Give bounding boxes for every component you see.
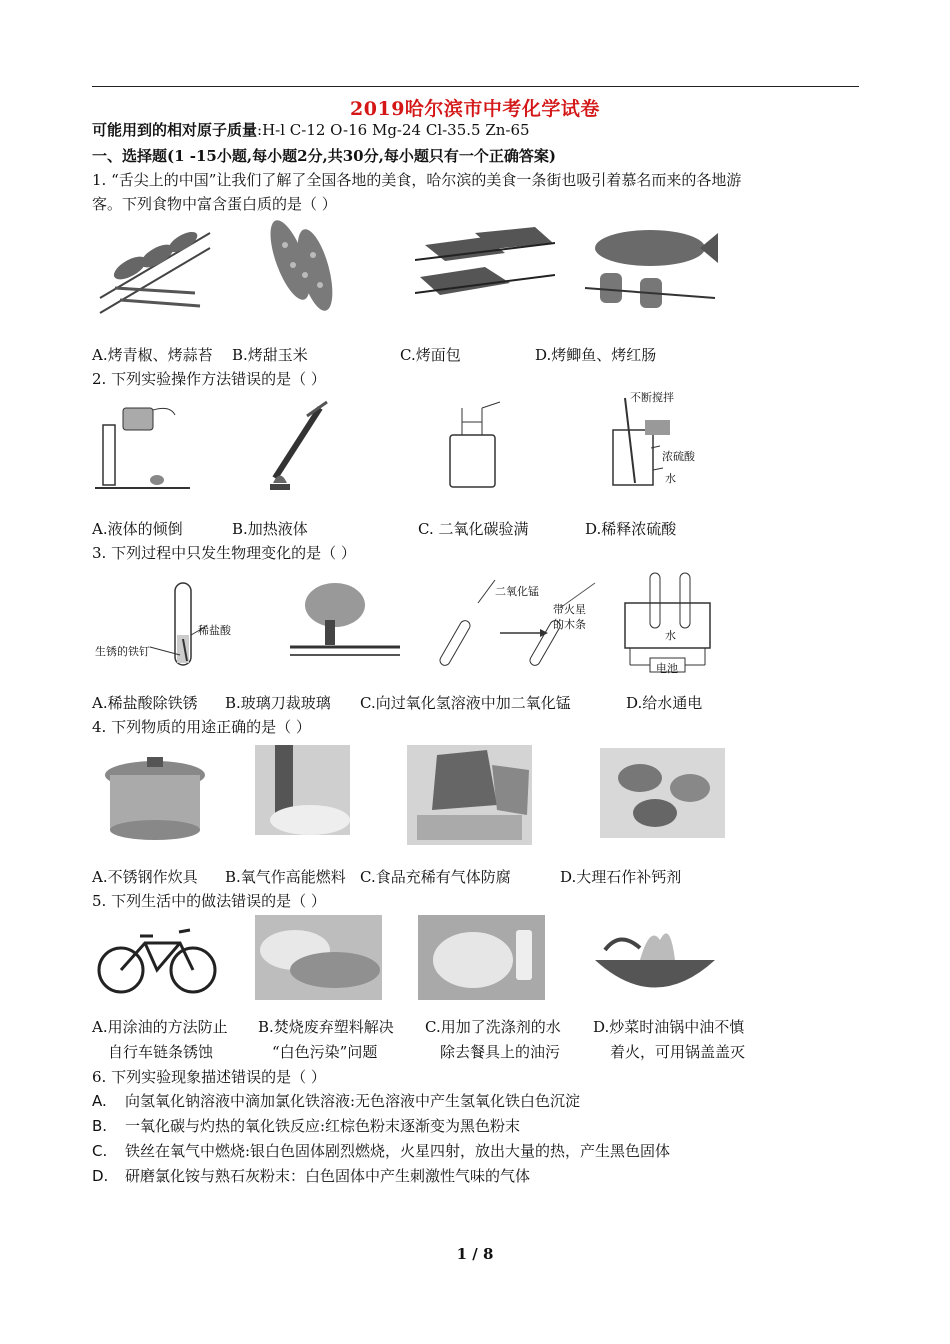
q4-option-d[interactable]: D.大理石作补钙剂 <box>560 868 682 886</box>
q3-option-d[interactable]: D.给水通电 <box>626 694 703 712</box>
q4-image-snacks <box>407 745 532 845</box>
q3-label-nail: 生锈的铁钉 <box>95 645 150 658</box>
q4-option-a[interactable]: A.不锈钢作炊具 <box>92 868 198 886</box>
q2-image-heating <box>265 398 335 493</box>
q5-option-a-line2: 自行车链条锈蚀 <box>108 1043 214 1061</box>
q4-image-marble <box>600 748 725 838</box>
q5-option-c-line2: 除去餐具上的油污 <box>440 1043 561 1061</box>
q6-option-c-text: 铁丝在氧气中燃烧:银白色固体剧烈燃烧，火星四射，放出大量的热，产生黑色固体 <box>125 1142 671 1160</box>
q5-option-b-line2: “白色污染”问题 <box>272 1043 378 1061</box>
q2-label-acid: 浓硫酸 <box>662 450 695 463</box>
q1-image-grilled-peppers <box>95 218 215 318</box>
q6-option-d-text: 研磨氯化铵与熟石灰粉末：白色固体中产生刺激性气味的气体 <box>125 1167 531 1185</box>
q3-label-water: 水 <box>665 629 676 642</box>
q6-option-c[interactable] <box>92 1141 671 1161</box>
q5-option-b-line1[interactable]: B.焚烧废弃塑料解决 <box>258 1018 394 1036</box>
q3-image-glass-cutting <box>290 575 400 665</box>
q5-option-a-line1[interactable]: A.用涂油的方法防止 <box>92 1018 228 1036</box>
q6-option-d-letter: D. <box>92 1167 109 1185</box>
q3-label-spark2: 的木条 <box>553 618 586 631</box>
section-heading: 一、选择题(1 -15小题,每小题2分,共30分,每小题只有一个正确答案) <box>92 147 556 165</box>
q1-image-grilled-corn <box>265 215 345 315</box>
q2-option-c[interactable]: C. 二氧化碳验满 <box>418 520 529 538</box>
q6-option-c-letter: C. <box>92 1142 108 1160</box>
q2-option-b[interactable]: B.加热液体 <box>232 520 308 538</box>
q4-option-b[interactable]: B.氧气作高能燃料 <box>225 868 346 886</box>
q1-option-c[interactable]: C.烤面包 <box>400 346 461 364</box>
q6-option-b-text: 一氧化碳与灼热的氧化铁反应:红棕色粉末逐渐变为黑色粉末 <box>125 1117 521 1135</box>
q3-option-c[interactable]: C.向过氧化氢溶液中加二氧化锰 <box>360 694 571 712</box>
q2-option-a[interactable]: A.液体的倾倒 <box>92 520 183 538</box>
q3-label-acid: 稀盐酸 <box>198 624 231 637</box>
q2-option-d[interactable]: D.稀释浓硫酸 <box>585 520 677 538</box>
q4-option-c[interactable]: C.食品充稀有气体防腐 <box>360 868 511 886</box>
q6-option-d[interactable] <box>92 1166 531 1186</box>
q4-text: 4. 下列物质的用途正确的是（ ） <box>92 718 311 736</box>
q2-label-stir: 不断搅拌 <box>630 391 674 404</box>
q5-image-bicycle <box>95 918 220 998</box>
q1-image-grilled-bread <box>415 225 555 300</box>
q2-text: 2. 下列实验操作方法错误的是（ ） <box>92 370 326 388</box>
q5-text: 5. 下列生活中的做法错误的是（ ） <box>92 892 326 910</box>
q1-option-b[interactable]: B.烤甜玉米 <box>232 346 308 364</box>
q6-option-a-letter: A. <box>92 1092 107 1110</box>
q6-option-b-letter: B. <box>92 1117 108 1135</box>
q6-option-b[interactable] <box>92 1116 521 1136</box>
q4-image-rocket <box>255 745 350 835</box>
atomic-mass-values: :H-l C-12 O-16 Mg-24 Cl-35.5 Zn-65 <box>257 121 530 139</box>
q3-option-b[interactable]: B.玻璃刀裁玻璃 <box>225 694 331 712</box>
q5-option-c-line1[interactable]: C.用加了洗涤剂的水 <box>425 1018 561 1036</box>
atomic-mass-line <box>92 120 530 140</box>
q3-label-battery: 电池 <box>656 662 678 675</box>
q3-text: 3. 下列过程中只发生物理变化的是（ ） <box>92 544 356 562</box>
q5-image-burning <box>255 915 382 1000</box>
q1-option-d[interactable]: D.烤鲫鱼、烤红肠 <box>535 346 657 364</box>
atomic-mass-label: 可能用到的相对原子质量 <box>92 121 258 139</box>
page-title: 2019哈尔滨市中考化学试卷 <box>350 98 600 120</box>
q4-image-pot <box>95 745 215 845</box>
q3-label-mno2: 二氧化锰 <box>495 585 539 598</box>
q6-text: 6. 下列实验现象描述错误的是（ ） <box>92 1068 326 1086</box>
q5-image-wok-fire <box>590 920 720 1000</box>
q1-text-line1: 1. “舌尖上的中国”让我们了解了全国各地的美食，哈尔滨的美食一条街也吸引着慕名而来的各地游 <box>92 171 742 189</box>
q1-text-line2: 客。下列食物中富含蛋白质的是（ ） <box>92 195 337 213</box>
q3-label-spark1: 带火星 <box>553 603 586 616</box>
page-number: 1 / 8 <box>456 1245 494 1263</box>
q1-image-grilled-fish <box>580 218 720 318</box>
q5-option-d-line2: 着火，可用锅盖盖灭 <box>610 1043 746 1061</box>
q3-option-a[interactable]: A.稀盐酸除铁锈 <box>92 694 198 712</box>
q6-option-a[interactable] <box>92 1091 581 1111</box>
top-rule <box>92 86 859 87</box>
q2-label-water: 水 <box>665 472 676 485</box>
q5-image-dishwashing <box>418 915 545 1000</box>
q2-image-pouring <box>95 400 190 492</box>
q1-option-a[interactable]: A.烤青椒、烤蒜苔 <box>92 346 213 364</box>
q5-option-d-line1[interactable]: D.炒菜时油锅中油不慎 <box>593 1018 745 1036</box>
q2-image-co2 <box>440 400 510 492</box>
q6-option-a-text: 向氢氧化钠溶液中滴加氯化铁溶液:无色溶液中产生氢氧化铁白色沉淀 <box>125 1092 581 1110</box>
